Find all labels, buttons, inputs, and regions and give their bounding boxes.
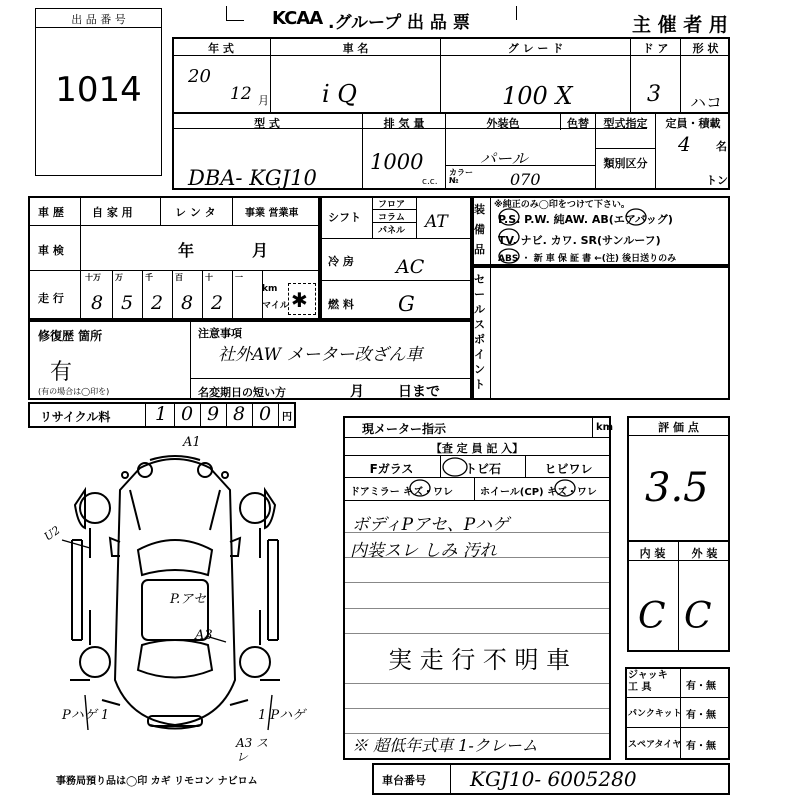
role-label: 主 催 者 用: [632, 14, 728, 36]
displacement-label: 排 気 量: [383, 117, 425, 130]
capacity-value: 4: [678, 132, 691, 156]
inspector-stamp: 実 走 行 不 明 車: [388, 646, 571, 674]
insp-month-unit: 月: [252, 241, 269, 260]
model-value: DBA- KGJ10: [188, 166, 317, 190]
inspector-fill-label: 【査 定 員 記 入】: [430, 442, 524, 455]
shift-label: シフト: [328, 211, 361, 224]
interior-grade: C: [638, 596, 666, 637]
equipment-line2: TV. ナビ. カワ. SR(サンルーフ): [498, 234, 661, 247]
mileage-digit-divider: [262, 271, 263, 319]
color-value: パール: [480, 149, 528, 168]
mileage-digit-divider: [232, 271, 233, 319]
inspection-label: 車 検: [38, 244, 64, 257]
margin-dash-3: [516, 6, 517, 20]
mileage-digit-divider: [142, 271, 143, 319]
margin-dash: [226, 6, 227, 20]
mileage-digit-header: 十: [205, 273, 213, 282]
mileage-digit: 5: [121, 292, 134, 314]
fuel-label: 燃 料: [328, 298, 354, 311]
equipment-note: ※純正のみ◯印をつけて下さい。: [494, 200, 630, 210]
crack-label: ヒビワレ: [544, 462, 593, 476]
door-value: 3: [647, 82, 661, 107]
mileage-digit-header: 千: [145, 273, 153, 282]
mileage-digit: 8: [181, 292, 194, 314]
repair-label: 修復歴 箇所: [38, 329, 103, 343]
recycle-digit-divider: [200, 403, 201, 427]
lot-number: 1014: [55, 70, 142, 110]
recycle-digit-divider: [226, 403, 227, 427]
exterior-grade: C: [684, 596, 712, 637]
mirror-label: ドアミラー キズ・ワレ: [350, 487, 453, 498]
recycle-digit: 8: [233, 403, 246, 425]
recycle-digit-divider: [278, 403, 279, 427]
grade-label: グ レ ー ド: [507, 42, 564, 55]
caution-label: 注意事項: [198, 327, 242, 340]
mileage-digit-header: 十万: [85, 273, 101, 282]
form-title: .グループ 出 品 票: [328, 13, 470, 33]
recycle-label: リサイクル料: [40, 410, 111, 424]
meter-km: km: [596, 422, 614, 433]
chassis-value: KGJ10- 6005280: [470, 767, 637, 791]
tool-jack-value: 有・無: [686, 681, 716, 692]
classification-label: 類別区分: [603, 157, 648, 170]
mileage-digit-header: 万: [115, 273, 123, 282]
color-code-label: カラー №: [449, 168, 473, 185]
caution-text: 社外AW メーター改ざん車: [218, 345, 423, 365]
month-value: 12: [230, 84, 252, 104]
recycle-unit: 円: [282, 412, 292, 423]
diagram-mark-a3-sure: A3 スレ: [236, 736, 269, 764]
inspector-note-2: 内装スレ しみ 汚れ: [350, 541, 497, 561]
diagram-mark-p-hage-right: 1 Pハゲ: [258, 708, 306, 723]
tool-jack-label: ジャッキ 工 具: [628, 670, 668, 693]
sales-point-label: セールスポイント: [474, 273, 485, 391]
glass-label: Fガラス: [369, 462, 414, 476]
tool-puncture-value: 有・無: [686, 710, 716, 721]
diagram-mark-p-ase: P.アセ: [170, 592, 207, 607]
rating-label: 評 価 点: [658, 421, 699, 434]
shift-panel: パネル: [378, 226, 406, 236]
recycle-digit: 9: [207, 403, 220, 425]
history-label: 車 歴: [38, 206, 64, 219]
mile-unit: マイル: [262, 301, 289, 311]
door-label: ド ア: [642, 42, 669, 55]
mileage-digit-divider: [172, 271, 173, 319]
tool-spare-label: スペアタイヤ: [628, 740, 682, 750]
diagram-mark-a3: A3: [195, 628, 213, 643]
private-label: 自 家 用: [92, 206, 133, 219]
grade-value: 100 X: [502, 82, 573, 110]
exterior-label: 外 装: [691, 547, 718, 560]
diagram-mark-u2: U2: [41, 523, 63, 544]
car-name-value: i Q: [322, 80, 357, 108]
mileage-label: 走 行: [38, 292, 64, 305]
recycle-digit-divider: [252, 403, 253, 427]
tool-puncture-label: パンクキット: [628, 709, 682, 719]
recycle-digit: 1: [155, 403, 168, 425]
inspector-note-1: ボディPアセ、Pハゲ: [352, 515, 510, 535]
deadline-label: 名変期日の短い方: [198, 386, 286, 399]
deadline-day: 日まで: [398, 384, 440, 400]
equipment-line3: ABS ・ 新 車 保 証 書 ←(注) 後日送りのみ: [498, 254, 677, 264]
shape-value: ハコ: [690, 93, 723, 112]
interior-label: 内 装: [639, 547, 666, 560]
ext-color-label: 外装色: [486, 117, 520, 130]
footer-text: 事務局預り品は◯印 カギ リモコン ナビロム: [56, 776, 258, 787]
meter-label: 現メーター指示: [362, 422, 447, 436]
car-name-label: 車 名: [342, 42, 369, 55]
mileage-digit-divider: [112, 271, 113, 319]
brand-logo: KCAA: [272, 8, 323, 29]
repair-value: 有: [50, 360, 73, 385]
model-label: 型 式: [254, 117, 280, 130]
mile-check-mark: ✱: [291, 288, 308, 312]
shape-label: 形 状: [692, 42, 719, 55]
mileage-digit: 8: [91, 292, 104, 314]
km-unit: km: [262, 284, 278, 294]
ton-unit: トン: [706, 174, 728, 187]
capacity-label: 定員・積載: [665, 117, 721, 130]
mileage-digit: 2: [211, 292, 224, 314]
mileage-digit-header: 百: [175, 273, 183, 282]
insp-year-unit: 年: [178, 241, 195, 260]
recycle-digit-divider: [174, 403, 175, 427]
lot-label: 出 品 番 号: [71, 13, 126, 26]
stone-label: トビ石: [464, 462, 501, 476]
chassis-label: 車台番号: [382, 774, 426, 787]
shift-column: コラム: [378, 213, 405, 223]
color-change-label: 色替: [567, 117, 589, 130]
cc-unit: c.c.: [422, 177, 438, 187]
year-label: 年 式: [208, 42, 234, 55]
inspector-circles: [343, 455, 611, 505]
fuel-value: G: [398, 292, 415, 316]
mileage-digit-header: 一: [235, 273, 243, 282]
rating-score: 3.5: [645, 465, 709, 511]
sales-point-box: [472, 266, 730, 400]
equipment-circles: [472, 196, 730, 266]
wheel-label: ホイール(CP) キズ・ワレ: [480, 487, 597, 498]
recycle-digit: 0: [181, 403, 194, 425]
year-value: 20: [188, 66, 211, 87]
displacement-value: 1000: [370, 150, 424, 174]
equipment-side-label: 装備品: [474, 203, 485, 256]
month-suffix: 月: [258, 94, 269, 107]
color-code-value: 070: [510, 170, 541, 189]
mileage-digit-divider: [202, 271, 203, 319]
ac-value: AC: [396, 256, 425, 278]
deadline-month: 月: [350, 384, 364, 400]
tool-spare-value: 有・無: [686, 741, 716, 752]
diagram-mark-p-hage-left: Pハゲ 1: [62, 708, 110, 723]
shift-value: AT: [425, 212, 448, 232]
business-label: 事業 営業車: [245, 208, 299, 219]
diagram-mark-a1: A1: [183, 435, 201, 450]
shift-floor: フロア: [378, 200, 406, 210]
repair-note: (有の場合は◯印を): [38, 387, 110, 396]
rental-label: レ ン タ: [175, 206, 216, 219]
mileage-digit: 2: [151, 292, 164, 314]
recycle-digit: 0: [259, 403, 272, 425]
ac-label: 冷 房: [328, 255, 354, 268]
inspector-note-3: ※ 超低年式車 1-クレーム: [352, 736, 538, 755]
equipment-line1: P.S. P.W. 純AW. AB(エアバッグ): [498, 213, 673, 226]
capacity-unit: 名: [716, 140, 727, 153]
margin-dash-2: [226, 20, 244, 21]
designated-label: 型式指定: [603, 117, 648, 130]
